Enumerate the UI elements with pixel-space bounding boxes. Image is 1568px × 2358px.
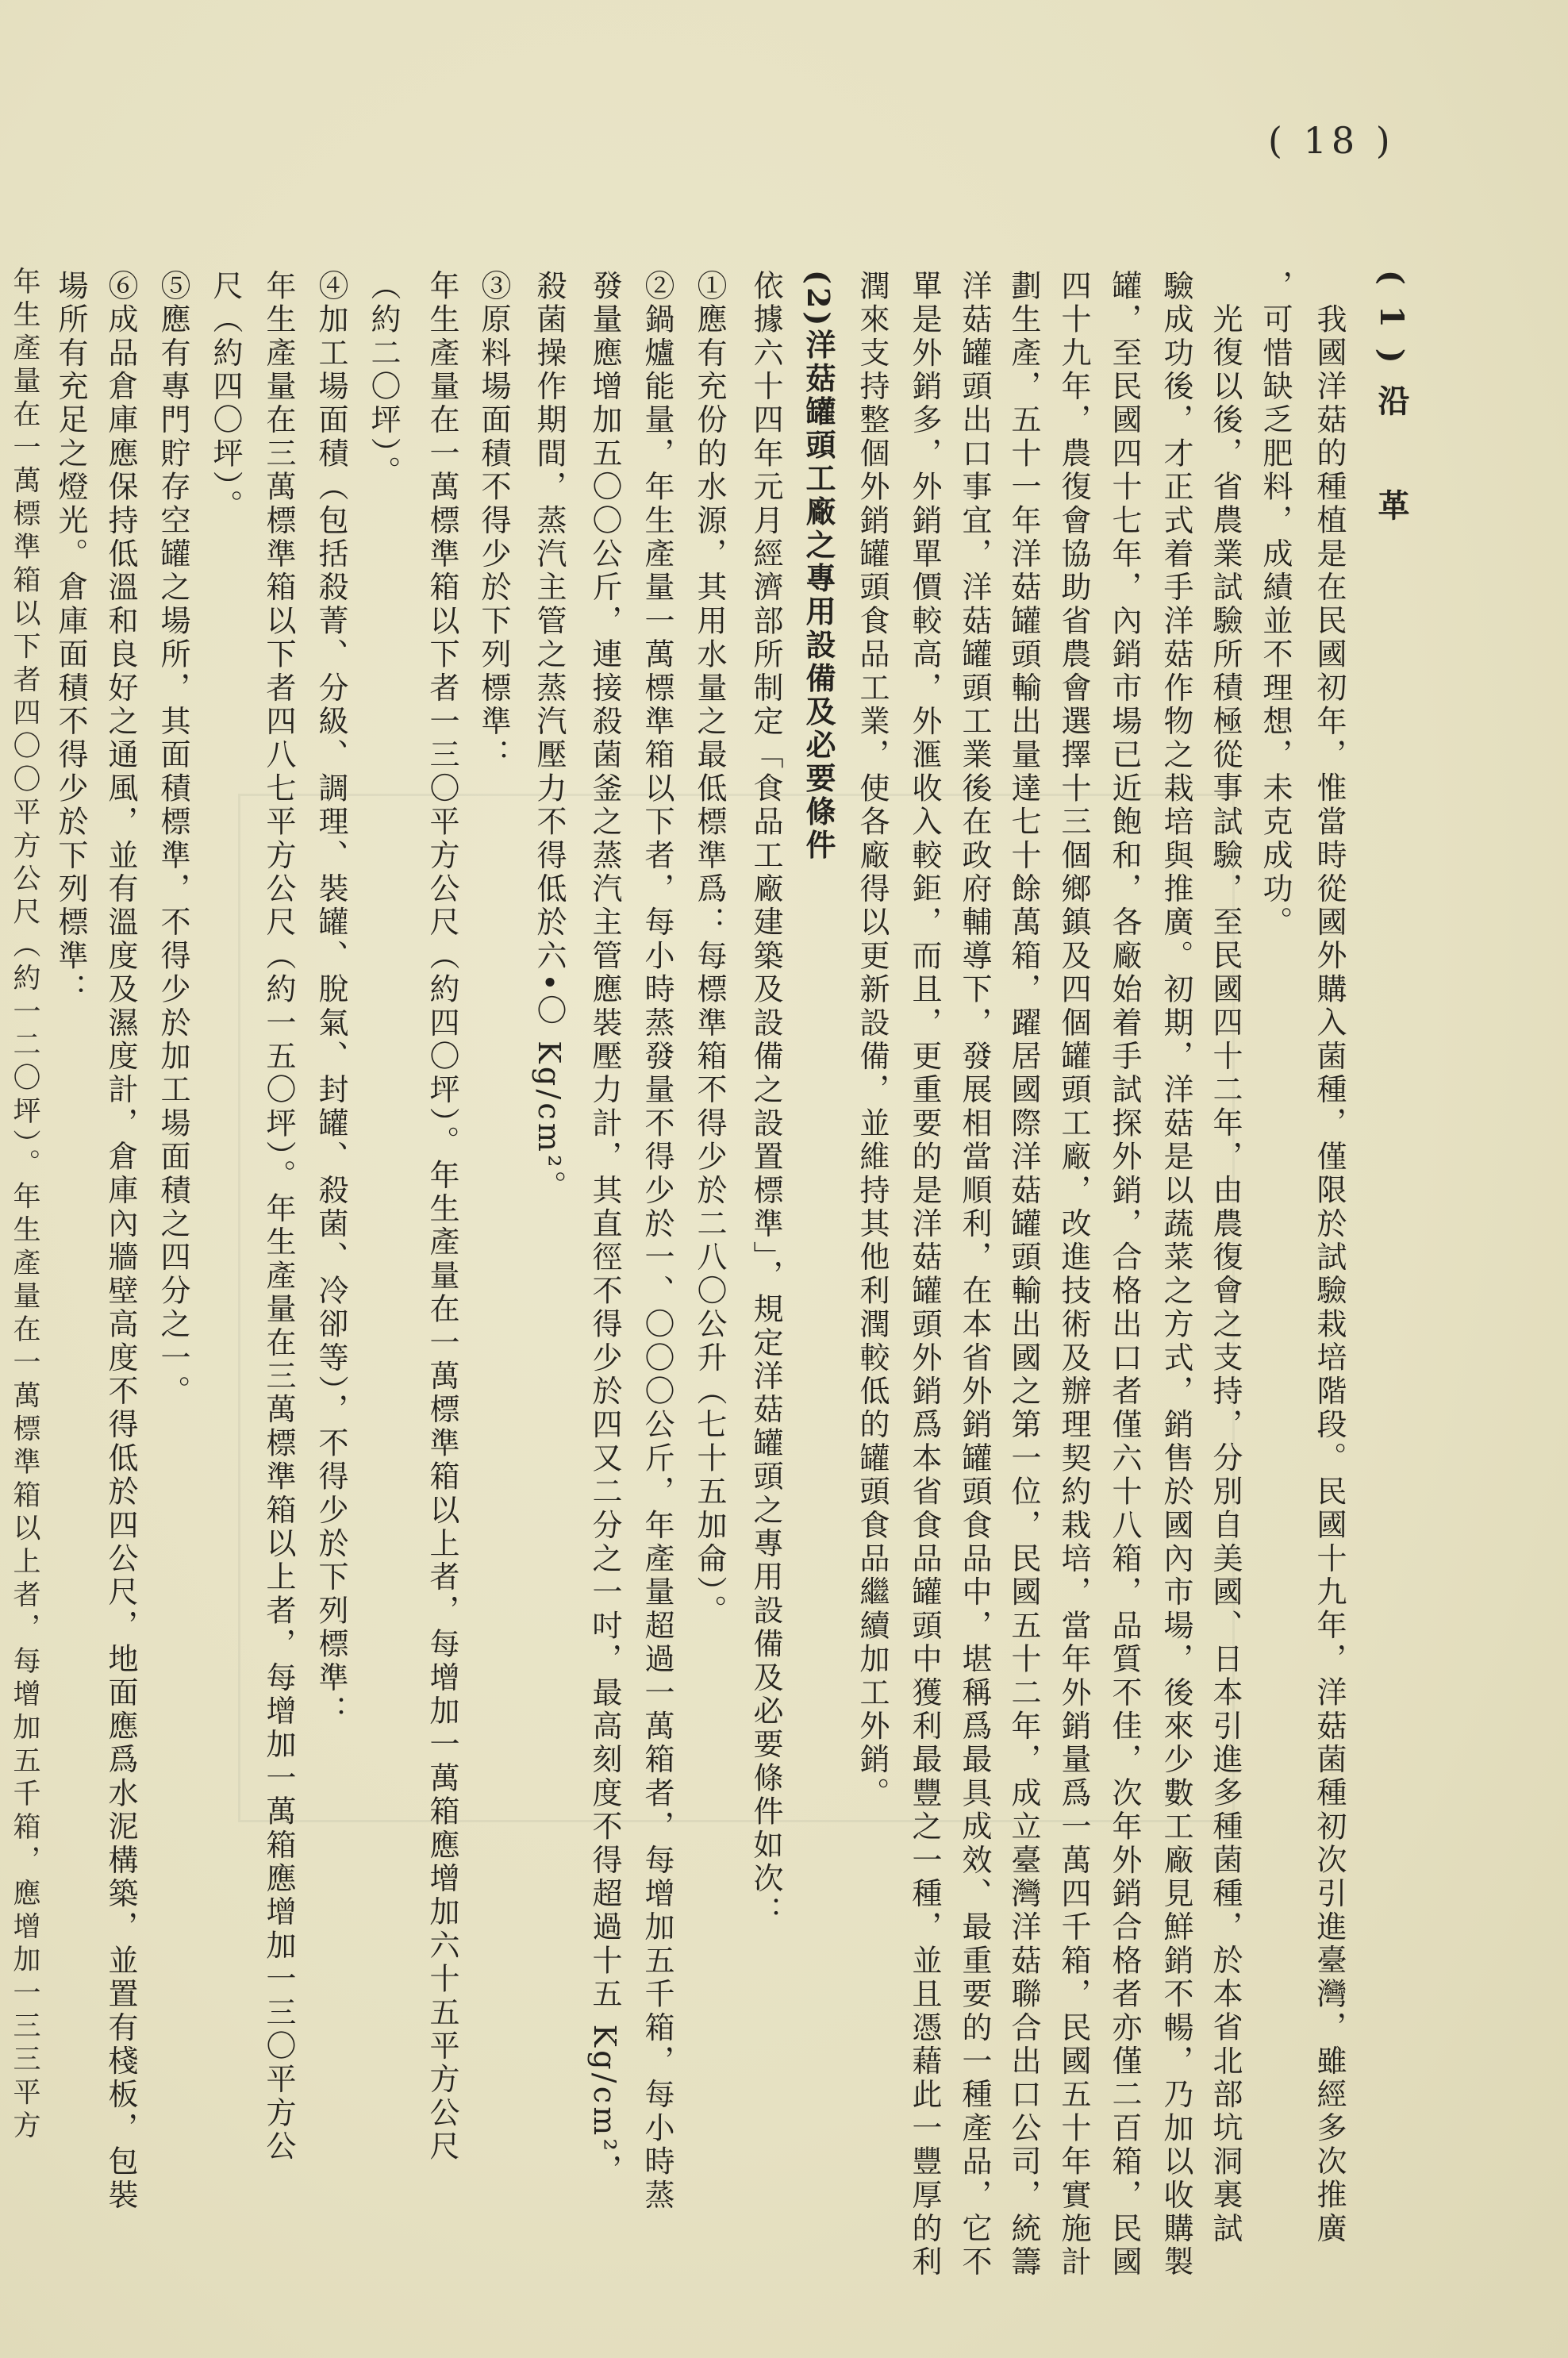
section-heading-history: (1)沿 革 — [1373, 270, 1410, 541]
list-item-can-storage: ⑤應有專門貯存空罐之場所，其面積標準，不得少於加工場面積之四分之一。 — [156, 270, 190, 1409]
text-column: 年生產量在一萬標準箱以下者一三〇平方公尺（約四〇坪）。年生產量在一萬標準箱以上者，每增加一萬箱應增加六十五平方公尺 — [425, 270, 459, 2164]
list-item-raw-material-area: ③原料場面積不得少於下列標準： — [476, 270, 511, 772]
list-item-processing-area: ④加工場面積（包括殺菁、分級、調理、裝罐、脫氣、封罐、殺菌、冷卻等），不得少於下列標準： — [313, 270, 348, 1729]
text-column: 年生產量在一萬標準箱以下者四〇〇平方公尺（約一二〇坪）。年生產量在一萬標準箱以上者，每增加五千箱，應增加一三三平方 — [9, 267, 40, 2145]
text-column: ，可惜缺乏肥料，成績並不理想，未克成功。 — [1258, 270, 1293, 940]
list-item-water: ①應有充份的水源，其用水量之最低標準爲：每標準箱不得少於二八〇公升（七十五加侖）。 — [692, 270, 727, 1629]
text-column: 劃生產，五十一年洋菇罐頭輸出量達七十餘萬箱，躍居國際洋菇罐頭輸出國之第一位，民國五十二年，成立臺灣洋菇聯合出口公司，統籌 — [1006, 270, 1041, 2279]
text-column: 發量應增加五〇〇公斤，連接殺菌釜之蒸汽主管應裝壓力計，其直徑不得少於四又二分之一吋，最高刻度不得超過十五 Kg/cm²， — [587, 270, 622, 2188]
section-heading-equipment: (2)洋菇罐頭工廠之專用設備及必要條件 — [801, 270, 836, 863]
page-number: ( 18 ) — [1268, 119, 1395, 162]
text-column: （約二〇坪）。 — [366, 270, 401, 490]
list-item-boiler: ②鍋爐能量，年生產量一萬標準箱以下者，每小時蒸發量不得少於一、〇〇〇公斤，年產量超過一萬箱者，每增加五千箱，每小時蒸 — [640, 270, 674, 2213]
text-column: 我國洋菇的種植是在民國初年，惟當時從國外購入菌種，僅限於試驗栽培階段。民國十九年，洋菇菌種初次引進臺灣，雖經多次推廣 — [1312, 303, 1347, 2246]
text-column: 四十九年，農復會協助省農會選擇十三個鄉鎮及四個罐頭工廠，改進技術及辦理契約栽培，當年外銷量爲一萬四千箱，民國五十年實施計 — [1056, 270, 1091, 2279]
text-column: 驗成功後，才正式着手洋菇作物之栽培與推廣。初期，洋菇是以蔬菜之方式，銷售於國內市場，後來少數工廠見鮮銷不暢，乃加以收購製 — [1159, 270, 1193, 2279]
text-column: 場所有充足之燈光。倉庫面積不得少於下列標準： — [53, 270, 88, 1007]
text-column: 單是外銷多，外銷單價較高，外滙收入較鉅，而且，更重要的是洋菇罐頭外銷爲本省食品罐頭中獲利最豐之一種，並且憑藉此一豐厚的利 — [907, 270, 942, 2279]
text-column: 光復以後，省農業試驗所積極從事試驗，至民國四十二年，由農復會之支持，分別自美國、日本引進多種菌種，於本省北部坑洞裏試 — [1208, 303, 1243, 2246]
text-column: 尺（約四〇坪）。 — [208, 270, 243, 523]
text-column: 年生產量在三萬標準箱以下者四八七平方公尺（約一五〇坪）。年生產量在三萬標準箱以上者，每增加一萬箱應增加一三〇平方公 — [261, 270, 296, 2164]
text-column: 依據六十四年元月經濟部所制定「食品工廠建築及設備之設置標準」，規定洋菇罐頭之專用設備及必要條件如次： — [748, 270, 783, 1929]
text-column: 洋菇罐頭出口事宜，洋菇罐頭工業後在政府輔導下，發展相當順利，在本省外銷罐頭食品中，堪稱爲最具成效、最重要的一種產品，它不 — [957, 270, 992, 2279]
text-column: 潤來支持整個外銷罐頭食品工業，使各廠得以更新設備，並維持其他利潤較低的罐頭食品繼續加工外銷。 — [855, 270, 890, 1811]
list-item-warehouse: ⑥成品倉庫應保持低溫和良好之通風，並有溫度及濕度計，倉庫內牆壁高度不得低於四公尺，地面應爲水泥構築，並置有棧板，包裝 — [103, 270, 138, 2213]
text-column: 殺菌操作期間，蒸汽主管之蒸汽壓力不得低於六•〇 Kg/cm²。 — [532, 270, 567, 1204]
text-column: 罐，至民國四十七年，內銷市場已近飽和，各廠始着手試探外銷，合格出口者僅六十八箱，品質不佳，次年外銷合格者亦僅二百箱，民國 — [1107, 270, 1142, 2279]
